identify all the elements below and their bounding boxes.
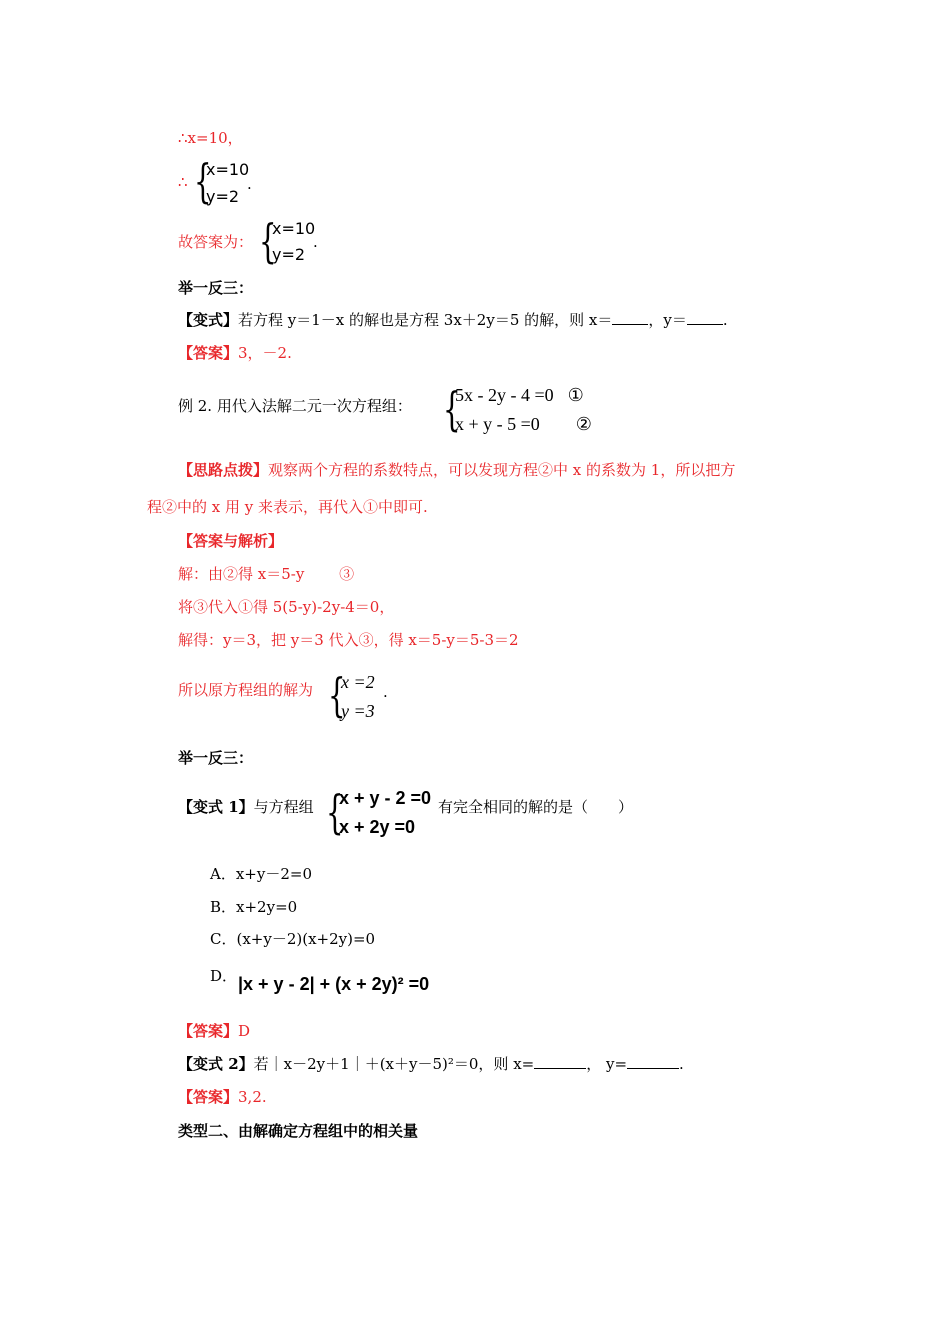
variant-tag: 【变式】	[178, 311, 239, 329]
variant1-tag: 【变式 1】	[178, 798, 254, 816]
variant-text-a: 若方程 y＝1－x 的解也是方程 3x＋2y＝5 的解，则 x＝	[238, 311, 613, 329]
variant-text-c: .	[722, 311, 728, 329]
variant1-prefix: 与方程组	[253, 798, 314, 816]
section-title: 类型二、由解确定方程组中的相关量	[178, 1122, 419, 1140]
option-d-label: D．	[210, 967, 238, 985]
sys2-eq1: x=10	[272, 219, 316, 238]
answer-text: 3，－2.	[238, 344, 292, 362]
example2-eq1-text: 5x - 2y - 4 =0	[455, 385, 554, 405]
variant2-text-c: .	[679, 1055, 684, 1073]
option-d[interactable]	[210, 966, 237, 986]
option-c[interactable]: C．(x+y－2)(x+2y)=0	[210, 930, 376, 948]
variant2-text-b: ， y=	[586, 1055, 628, 1073]
blank-y[interactable]	[687, 310, 723, 325]
practice-heading-2: 举一反三：	[178, 749, 254, 767]
result-tail: .	[383, 683, 388, 701]
solution-line-3: 解得：y＝3，把 y＝3 代入③，得 x＝5-y＝5-3＝2	[178, 631, 519, 649]
variant2-answer-text: 3,2.	[238, 1088, 267, 1106]
example2-label: 例 2. 用代入法解二元一次方程组：	[178, 397, 412, 415]
variant-answer	[178, 343, 292, 363]
variant1-answer-tag: 【答案】	[178, 1022, 239, 1040]
sys2-eq2: y=2	[272, 245, 306, 264]
variant1-suffix: 有完全相同的解的是（ ）	[438, 798, 634, 816]
variant2-question	[178, 1054, 684, 1074]
variant-text-b: ，y＝	[648, 311, 687, 329]
result-eq1	[341, 672, 375, 692]
result-eq1-text: x =2	[341, 672, 375, 692]
example2-eq2-num: ②	[575, 414, 592, 434]
sys1-eq2: y=2	[206, 187, 240, 206]
variant2-tag: 【变式 2】	[178, 1055, 254, 1073]
solution-line-2: 将③代入①得 5(5-y)-2y-4＝0，	[178, 598, 395, 616]
solution-line-4: 所以原方程组的解为	[178, 681, 314, 699]
solution-tag: 【答案与解析】	[178, 532, 284, 550]
hint-tag: 【思路点拨】	[178, 461, 269, 479]
therefore-line: ∴x=10，	[178, 129, 243, 147]
practice-heading-1: 举一反三：	[178, 279, 254, 297]
blank-x2[interactable]	[534, 1054, 586, 1069]
variant2-answer	[178, 1087, 267, 1107]
variant2-text-a: 若｜x－2y＋1｜＋(x＋y－5)²＝0，则 x=	[253, 1055, 535, 1073]
example2-eq2	[455, 414, 592, 434]
brace-sys1: {	[194, 154, 212, 208]
hint-line-2: 程②中的 x 用 y 来表示，再代入①中即可.	[147, 498, 428, 516]
variant2-answer-tag: 【答案】	[178, 1088, 239, 1106]
brace-sys2: {	[259, 214, 277, 268]
example2-eq2-text: x + y - 5 =0	[455, 414, 540, 434]
therefore-symbol: ∴	[178, 173, 188, 191]
result-eq2-text: y =3	[341, 701, 375, 721]
sys2-tail: .	[313, 233, 318, 251]
hint-text-1: 观察两个方程的系数特点，可以发现方程②中 x 的系数为 1，所以把方	[268, 461, 736, 479]
blank-y2[interactable]	[627, 1054, 679, 1069]
solution-line-1: 解：由②得 x＝5-y ③	[178, 565, 355, 583]
answer-prefix: 故答案为：	[178, 233, 254, 251]
option-b[interactable]: B．x+2y=0	[210, 898, 298, 916]
hint-line-1	[178, 460, 735, 480]
answer-tag: 【答案】	[178, 344, 239, 362]
variant1-answer	[178, 1021, 250, 1041]
variant1-prefix-line	[178, 797, 314, 817]
result-eq2	[341, 701, 375, 721]
variant1-eq2: x + 2y =0	[339, 817, 416, 837]
sys1-eq1: x=10	[206, 160, 250, 179]
sys1-tail: .	[247, 175, 252, 193]
blank-x[interactable]	[612, 310, 648, 325]
option-a[interactable]: A．x+y－2=0	[210, 865, 312, 883]
example2-eq1-num: ①	[567, 385, 584, 405]
brace-variant1: {	[326, 785, 344, 839]
brace-example2: {	[443, 382, 461, 436]
variant-question	[178, 310, 728, 330]
option-d-expr: |x + y - 2| + (x + 2y)² =0	[238, 974, 430, 994]
variant1-answer-text: D	[238, 1022, 251, 1040]
brace-result: {	[328, 668, 346, 722]
example2-eq1	[455, 385, 584, 405]
variant1-eq1: x + y - 2 =0	[339, 788, 432, 808]
